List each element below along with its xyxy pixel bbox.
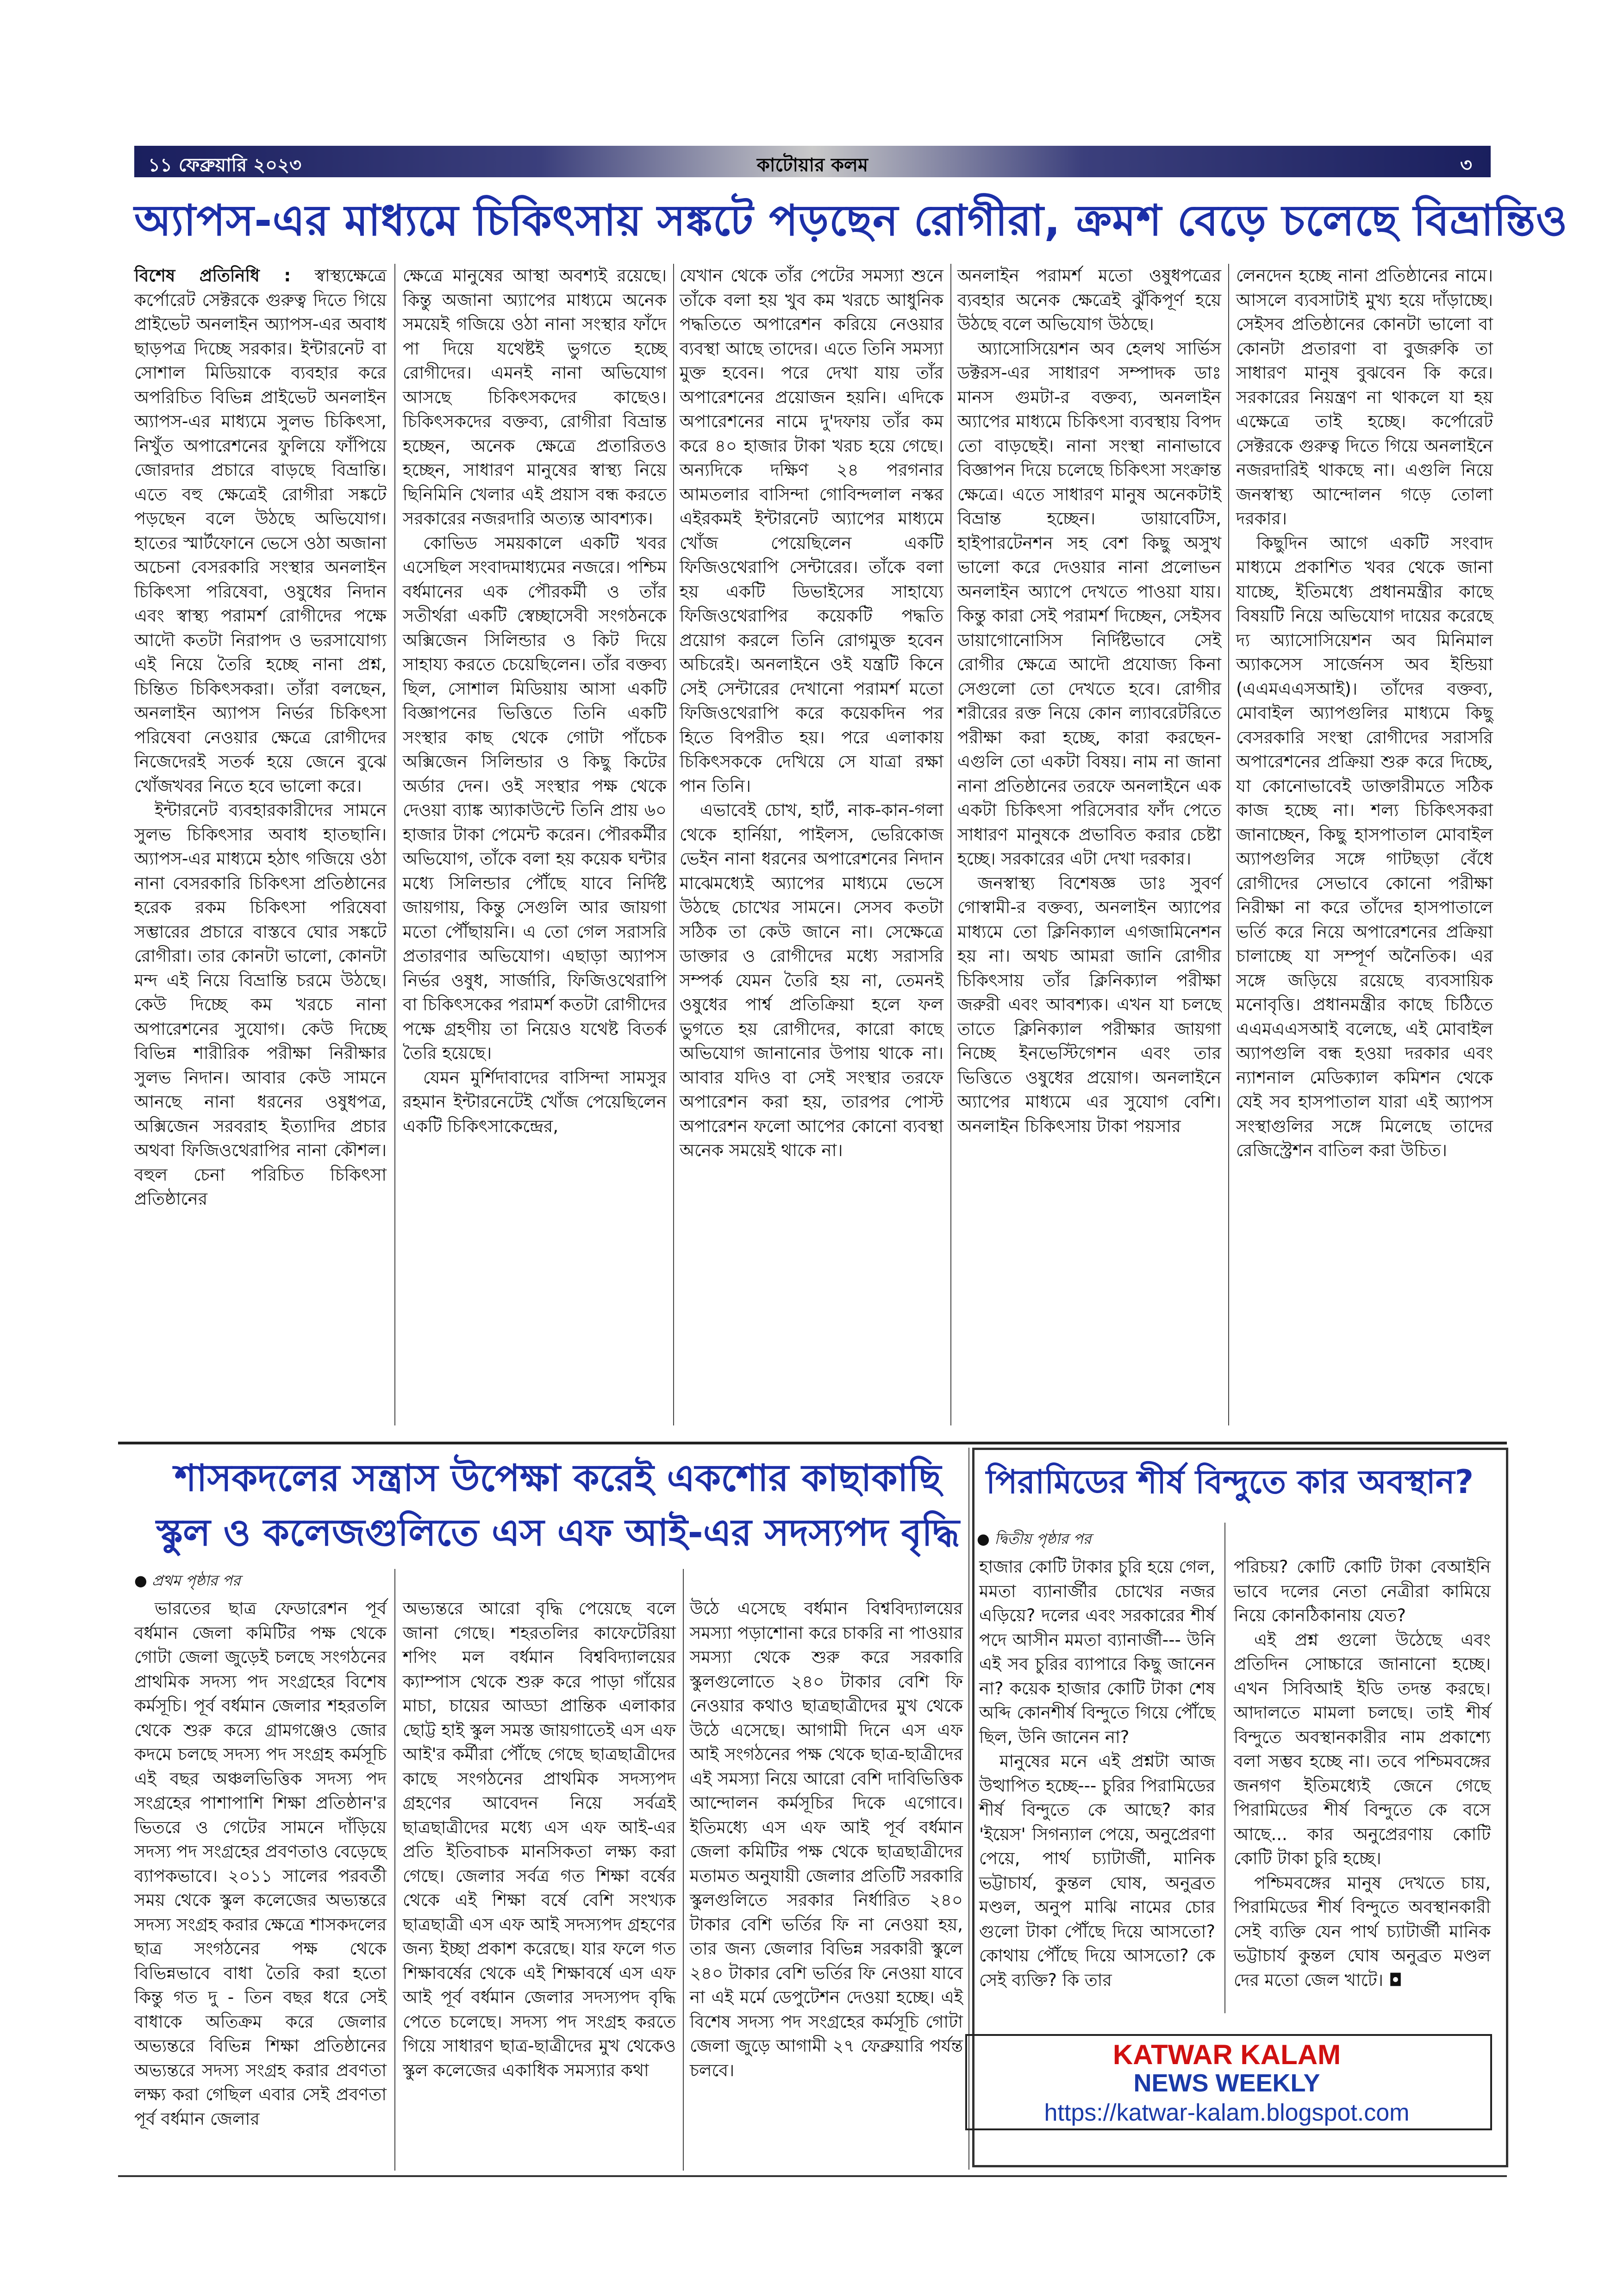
paragraph: উঠে এসেছে বর্ধমান বিশ্ববিদ্যালয়ের সমস্যা পড়াশোনা করে চাকরি না পাওয়ার সমস্যা থেকে শুরু করে সরকারি স্কুলগুলোতে ২৪০ টাকার বেশি ফি নেওয়ার কথাও ছাত্রছাত্রীদের মুখ থেকে উঠে এসেছে। আগামী দিনে এস এফ আই সংগঠনের পক্ষ থেকে ছাত্র-ছাত্রীদের এই সমস্যা নিয়ে আরো বেশি দাবিভিত্তিক আন্দোলন কর্মসূচির দিকে এগোবে। ইতিমধ্যে এস এফ আই পূর্ব বর্ধমান জেলা কমিটির পক্ষ থেকে ছাত্রছাত্রীদের মতামত অনুযায়ী জেলার প্রতিটি সরকারি স্কুলগুলিতে সরকার নির্ধারিত ২৪০ টাকার বেশি ভর্তির ফি না নেওয়া হয়, তার জন্য জেলার বিভিন্ন সরকারী স্কুলে ২৪০ টাকার বেশি ভর্তির ফি নেওয়া যাবে না এই মর্মে ডেপুটেশন দেওয়া হচ্ছে। এই বিশেষ সদস্য পদ সংগ্রহের কর্মসূচি গোটা জেলা জুড়ে আগামী ২৭ ফেব্রুয়ারি পর্যন্ত চলবে।: [690, 1599, 963, 2080]
continued-marker: ● দ্বিতীয় পৃষ্ঠার পর: [977, 1530, 1092, 1548]
article2-column-1: [134, 1597, 387, 2131]
article2-column-2: [403, 1597, 676, 2083]
column-divider: [394, 264, 395, 1425]
paragraph: ভারতের ছাত্র ফেডারেশন পূর্ব বর্ধমান জেলা কমিটির পক্ষ থেকে গোটা জেলা জুড়েই চলছে সংগঠনের প্রাথমিক সদস্য পদ সংগ্রহের বিশেষ কর্মসূচি। পূর্ব বর্ধমান জেলার শহরতলি থেকে শুরু করে গ্রামগঞ্জেও জোর কদমে চলছে সদস্য পদ সংগ্রহ কর্মসূচি এই বছর অঞ্চলভিত্তিক সদস্য পদ সংগ্রহের পাশাপাশি শিক্ষা প্রতিষ্ঠান'র ভিতরে ও গেটের সামনে দাঁড়িয়ে সদস্য পদ সংগ্রহের প্রবণতাও বেড়েছে ব্যাপকভাবে। ২০১১ সালের পরবর্তী সময় থেকে স্কুল কলেজের অভ্যন্তরে সদস্য সংগ্রহ করার ক্ষেত্রে শাসকদলের ছাত্র সংগঠনের পক্ষ থেকে বিভিন্নভাবে বাধা তৈরি করা হতো কিন্তু গত দু - তিন বছর ধরে সেই বাধাকে অতিক্রম করে জেলার অভ্যন্তরে বিভিন্ন শিক্ষা প্রতিষ্ঠানের অভ্যন্তরে সদস্য সংগ্রহ করার প্রবণতা লক্ষ্য করা গেছিল এবার সেই প্রবণতা পূর্ব বর্ধমান জেলার: [134, 1599, 387, 2129]
column-divider: [950, 264, 951, 1425]
paragraph: জনস্বাস্থ্য বিশেষজ্ঞ ডাঃ সুবর্ণ গোস্বামী-র বক্তব্য, অনলাইন অ্যাপের মাধ্যমে তো ক্লিনিক্যাল এগজামিনেশন হয় না। অথচ আমরা জানি রোগীর চিকিৎসায় তাঁর ক্লিনিক্যাল পরীক্ষা জরুরী এবং আবশ্যক। এখন যা চলছে তাতে ক্লিনিক্যাল পরীক্ষার জায়গা নিচ্ছে ইনভেস্টিগেশন এবং তার ভিত্তিতে ওষুধের প্রয়োগ। অনলাইনে অ্যাপের মাধ্যমে এর সুযোগ বেশি। অনলাইন চিকিৎসায় টাকা পয়সার: [957, 873, 1221, 1136]
paragraph: অভ্যন্তরে আরো বৃদ্ধি পেয়েছে বলে জানা গেছে। শহরতলির কাফেটেরিয়া শপিং মল বর্ধমান বিশ্ববিদ্যালয়ের ক্যাম্পাস থেকে শুরু করে পাড়া গাঁয়ের মাচা, চায়ের আড্ডা প্রান্তিক এলাকার ছোট্ট হাই স্কুল সমস্ত জায়গাতেই এস এফ আই'র কর্মীরা পৌঁছে গেছে ছাত্রছাত্রীদের কাছে সংগঠনের প্রাথমিক সদস্যপদ গ্রহণের আবেদন নিয়ে সর্বত্রই ছাত্রছাত্রীদের মধ্যে এস এফ আই-এর প্রতি ইতিবাচক মানসিকতা লক্ষ্য করা গেছে। জেলার সর্বত্র গত শিক্ষা বর্ষের থেকে এই শিক্ষা বর্ষে বেশি সংখ্যক ছাত্রছাত্রী এস এফ আই সদস্যপদ গ্রহণের জন্য ইচ্ছা প্রকাশ করেছে। যার ফলে গত শিক্ষাবর্ষের থেকে এই শিক্ষাবর্ষে এস এফ আই পূর্ব বর্ধমান জেলার সদস্যপদ বৃদ্ধি পেতে চলেছে। সদস্য পদ সংগ্রহ করতে গিয়ে সাধারণ ছাত্র-ছাত্রীদের মুখ থেকেও স্কুল কলেজের একাধিক সমস্যার কথা: [403, 1599, 676, 2080]
website-link[interactable]: https://katwar-kalam.blogspot.com: [1044, 2099, 1410, 2126]
article1-column-2: [403, 264, 667, 1139]
section-divider: [118, 1442, 1507, 1444]
paragraph: লেনদেন হচ্ছে নানা প্রতিষ্ঠানের নামে। আসলে ব্যবসাটাই মুখ্য হয়ে দাঁড়াচ্ছে। সেইসব প্রতিষ্ঠানের কোনটা ভালো বা কোনটা প্রতারণা বা বুজরুকি তা সাধারণ মানুষ বুঝবেন কি করে। সরকারের নিয়ন্ত্রণ না থাকলে যা হয় এক্ষেত্রে তাই হচ্ছে। কর্পোরেট সেক্টরকে গুরুত্ব দিতে গিয়ে অনলাইনে নজরদারিই থাকছে না। এগুলি নিয়ে জনস্বাস্থ্য আন্দোলন গড়ে তোলা দরকার।: [1236, 266, 1493, 529]
paragraph: অনলাইন পরামর্শ মতো ওষুধপত্রের ব্যবহার অনেক ক্ষেত্রেই ঝুঁকিপূর্ণ হয়ে উঠছে বলে অভিযোগ উঠছে।: [957, 266, 1221, 334]
newspaper-name: কাটোয়ার কলম: [756, 155, 868, 176]
column-divider: [673, 264, 674, 1425]
article2-column-3: [690, 1597, 963, 2083]
column-divider: [1224, 1523, 1225, 2013]
article1-column-3: [680, 264, 943, 1163]
paragraph: কিছুদিন আগে একটি সংবাদ মাধ্যমে প্রকাশিত খবর থেকে জানা যাচ্ছে, ইতিমধ্যে প্রধানমন্ত্রীর কাছে বিষয়টি নিয়ে অভিযোগ দায়ের করেছে দ্য অ্যাসোসিয়েশন অব মিনিমাল অ্যাকসেস সার্জেনস অব ইন্ডিয়া (এএমএএসআই)। তাঁদের বক্তব্য, মোবাইল অ্যাপগুলির মাধ্যমে কিছু বেসরকারি সংস্থা রোগীদের সরাসরি অপারেশনের প্রক্রিয়া শুরু করে দিচ্ছে, যা কোনোভাবেই ডাক্তারীমতে সঠিক কাজ হচ্ছে না। শল্য চিকিৎসকরা জানাচ্ছেন, কিছু হাসপাতাল মোবাইল অ্যাপগুলির সঙ্গে গাটছড়া বেঁধে রোগীদের সেভাবে কোনো পরীক্ষা নিরীক্ষা না করে তাঁদের হাসপাতালে ভর্তি করে নিয়ে অপারেশনের প্রক্রিয়া চালাচ্ছে যা সম্পূর্ণ অনৈতিক। এর সঙ্গে জড়িয়ে রয়েছে ব্যবসায়িক মনোবৃত্তি। প্রধানমন্ত্রীর কাছে চিঠিতে এএমএএসআই বলেছে, এই মোবাইল অ্যাপগুলি বন্ধ হওয়া দরকার এবং ন্যাশনাল মেডিক্যাল কমিশন থেকে যেই সব হাসপাতাল যারা এই অ্যাপস সংস্থাগুলির সঙ্গে মিলেছে তাদের রেজিস্ট্রেশন বাতিল করা উচিত।: [1236, 533, 1493, 1160]
column-divider: [1228, 264, 1229, 1425]
article1-column-5: [1236, 264, 1493, 1163]
paragraph: অ্যাসোসিয়েশন অব হেলথ সার্ভিস ডক্টরস-এর সাধারণ সম্পাদক ডাঃ মানস গুমটা-র বক্তব্য, অনলাইন অ্যাপের মাধ্যমে চিকিৎসা ব্যবস্থায় বিপদ তো বাড়ছেই। নানা সংস্থা নানাভাবে বিজ্ঞাপন দিয়ে চলেছে চিকিৎসা সংক্রান্ত ক্ষেত্রে। এতে সাধারণ মানুষ অনেকটাই বিভ্রান্ত হচ্ছেন। ডায়াবেটিস, হাইপারটেনশন সহ বেশ কিছু অসুখ ভালো করে দেওয়ার নানা প্রলোভন অনলাইন অ্যাপে দেখতে পাওয়া যায়। কিন্তু কারা সেই পরামর্শ দিচ্ছেন, সেইসব ডায়াগোনোসিস নির্দিষ্টভাবে সেই রোগীর ক্ষেত্রে আদৌ প্রযোজ্য কিনা সেগুলো তো দেখতে হবে। রোগীর শরীরের রক্ত নিয়ে কোন ল্যাবরেটরিতে পরীক্ষা করা হচ্ছে, কারা করছেন- এগুলি তো একটা বিষয়। নাম না জানা নানা প্রতিষ্ঠানের তরফে অনলাইনে এক একটা চিকিৎসা পরিসেবার ফাঁদ পেতে সাধারণ মানুষকে প্রভাবিত করার চেষ্টা হচ্ছে। সরকারের এটা দেখা দরকার।: [957, 338, 1221, 869]
paragraph: যেখান থেকে তাঁর পেটের সমস্যা শুনে তাঁকে বলা হয় খুব কম খরচে আধুনিক পদ্ধতিতে অপারেশন করিয়ে নেওয়ার ব্যবস্থা আছে তাদের। এতে তিনি সমস্যা মুক্ত হবেন। পরে দেখা যায় তাঁর অপারেশনের প্রয়োজন হয়নি। এদিকে অপারেশনের নামে দু'দফায় তাঁর কম করে ৪০ হাজার টাকা খরচ হয়ে গেছে। অন্যদিকে দক্ষিণ ২৪ পরগনার আমতলার বাসিন্দা গোবিন্দলাল নস্কর এইরকমই ইন্টারনেট অ্যাপের মাধ্যমে খোঁজ পেয়েছিলেন একটি ফিজিওথেরাপি সেন্টারের। তাঁকে বলা হয় একটি ডিভাইসের সাহায্যে ফিজিওথেরাপির কয়েকটি পদ্ধতি প্রয়োগ করলে তিনি রোগমুক্ত হবেন অচিরেই। অনলাইনে ওই যন্ত্রটি কিনে সেই সেন্টারের দেখানো পরামর্শ মতো ফিজিওথেরাপি করে কয়েকদিন পর হিতে বিপরীত হয়। পরে এলাকায় চিকিৎসককে দেখিয়ে সে যাত্রা রক্ষা পান তিনি।: [680, 266, 943, 796]
page-number: ৩: [1460, 155, 1472, 176]
paragraph: এভাবেই চোখ, হার্ট, নাক-কান-গলা থেকে হার্নিয়া, পাইলস, ভেরিকোজ ভেইন নানা ধরনের অপারেশনের নিদান মাঝেমধ্যেই অ্যাপের মাধ্যমে ভেসে উঠছে চোখের সামনে। সেসব কতটা সঠিক তা কেউ জানে না। সেক্ষেত্রে ডাক্তার ও রোগীদের মধ্যে সরাসরি সম্পর্ক যেমন তৈরি হয় না, তেমনই ওষুধের পার্শ্ব প্রতিক্রিয়া হলে ফল ভুগতে হয় রোগীদের, কারো কাছে অভিযোগ জানানোর উপায় থাকে না। আবার যদিও বা সেই সংস্থার তরফে অপারেশন করা হয়, তারপর পোস্ট অপারেশন ফলো আপের কোনো ব্যবস্থা অনেক সময়েই থাকে না।: [680, 800, 943, 1160]
paragraph: পরিচয়? কোটি কোটি টাকা বেআইনি ভাবে দলের নেতা নেত্রীরা কামিয়ে নিয়ে কোনঠিকানায় যেত?: [1234, 1557, 1491, 1625]
article3-column-1: [979, 1555, 1215, 1992]
paragraph: হাজার কোটি টাকার চুরি হয়ে গেল, মমতা ব্যানার্জীর চোখের নজর এড়িয়ে? দলের এবং সরকারের শীর্ষ পদে আসীন মমতা ব্যানার্জী--- উনি এই সব চুরির ব্যাপারে কিছু জানেন না? কয়েক হাজার কোটি টাকা শেষ অব্দি কোনশীর্ষ বিন্দুতে গিয়ে পৌঁছে ছিল, উনি জানেন না?: [979, 1557, 1215, 1747]
paragraph: স্বাস্থ্যক্ষেত্রে কর্পোরেট সেক্টরকে গুরুত্ব দিতে গিয়ে প্রাইভেট অনলাইন অ্যাপস-এর অবাধ ছাড়পত্র দিচ্ছে সরকার। ইন্টারনেট বা সোশাল মিডিয়াকে ব্যবহার করে অপরিচিত বিভিন্ন প্রাইভেট অনলাইন অ্যাপস-এর মাধ্যমে সুলভ চিকিৎসা, নিখুঁত অপারেশনের ফুলিয়ে ফাঁপিয়ে জোরদার প্রচারে বাড়ছে বিভ্রান্তি। এতে বহু ক্ষেত্রেই রোগীরা সঙ্কটে পড়ছেন বলে উঠছে অভিযোগ। হাতের স্মার্টফোনে ভেসে ওঠা অজানা অচেনা বেসরকারি সংস্থার অনলাইন চিকিৎসা পরিষেবা, ওষুধের নিদান এবং স্বাস্থ্য পরামর্শ রোগীদের পক্ষে আদৌ কতটা নিরাপদ ও ভরসাযোগ্য এই নিয়ে তৈরি হচ্ছে নানা প্রশ্ন, চিন্তিত চিকিৎসকরা। তাঁরা বলছেন, অনলাইন অ্যাপস নির্ভর চিকিৎসা পরিষেবা নেওয়ার ক্ষেত্রে রোগীদের নিজেদেরই সতর্ক হয়ে জেনে বুঝে খোঁজখবর নিতে হবে ভালো করে।: [134, 266, 387, 796]
paragraph: ক্ষেত্রে মানুষের আস্থা অবশ্যই রয়েছে। কিন্তু অজানা অ্যাপের মাধ্যমে অনেক সময়েই গজিয়ে ওঠা নানা সংস্থার ফাঁদে পা দিয়ে যথেষ্টই ভুগতে হচ্ছে রোগীদের। এমনই নানা অভিযোগ আসছে চিকিৎসকদের কাছেও। চিকিৎসকদের বক্তব্য, রোগীরা বিভ্রান্ত হচ্ছেন, অনেক ক্ষেত্রে প্রতারিতও হচ্ছেন, সাধারণ মানুষের স্বাস্থ্য নিয়ে ছিনিমিনি খেলার এই প্রয়াস বন্ধ করতে সরকারের নজরদারি অত্যন্ত আবশ্যক।: [403, 266, 667, 529]
paragraph: পশ্চিমবঙ্গের মানুষ দেখতে চায়, পিরামিডের শীর্ষ বিন্দুতে অবস্থানকারী সেই ব্যক্তি যেন পার্থ চ্যাটার্জী মানিক ভট্টাচার্য কুন্তল ঘোষ অনুব্রত মণ্ডল দের মতো জেল খাটে। ◘: [1234, 1873, 1491, 1990]
byline: বিশেষ প্রতিনিধি :: [134, 266, 291, 286]
paragraph: ইন্টারনেট ব্যবহারকারীদের সামনে সুলভ চিকিৎসার অবাধ হাতছানি। অ্যাপস-এর মাধ্যমে হঠাৎ গজিয়ে ওঠা নানা বেসরকারি চিকিৎসা প্রতিষ্ঠানের হরেক রকম চিকিৎসা পরিষেবা সম্ভারের প্রচারে বাস্তবে ঘোর সঙ্কটে রোগীরা। তার কোনটা ভালো, কোনটা মন্দ এই নিয়ে বিভ্রান্তি চরমে উঠছে। কেউ দিচ্ছে কম খরচে নানা অপারেশনের সুযোগ। কেউ দিচ্ছে বিভিন্ন শারীরিক পরীক্ষা নিরীক্ষার সুলভ নিদান। আবার কেউ সামনে আনছে নানা ধরনের ওষুধপত্র, অক্সিজেন সরবরাহ ইত্যাদির প্রচার অথবা ফিজিওথেরাপির নানা কৌশল। বহুল চেনা পরিচিত চিকিৎসা প্রতিষ্ঠানের: [134, 800, 387, 1209]
brand-title: KATWAR KALAM: [1112, 2039, 1341, 2070]
brand-subtitle: NEWS WEEKLY: [1133, 2069, 1320, 2097]
article2-headline-line1: শাসকদলের সন্ত্রাস উপেক্ষা করেই একশোর কাছাকাছি: [174, 1456, 942, 1500]
paragraph: যেমন মুর্শিদাবাদের বাসিন্দা সামসুর রহমান ইন্টারনেটেই খোঁজ পেয়েছিলেন একটি চিকিৎসাকেন্দ্রের,: [403, 1067, 667, 1136]
article3-headline: পিরামিডের শীর্ষ বিন্দুতে কার অবস্থান?: [986, 1463, 1474, 1501]
article1-column-1: [134, 264, 387, 1212]
article1-column-4: [957, 264, 1221, 1139]
article3-column-2: [1234, 1555, 1491, 1992]
page-header-bar: [134, 146, 1491, 177]
main-headline: অ্যাপস-এর মাধ্যমে চিকিৎসায় সঙ্কটে পড়ছেন রোগীরা, ক্রমশ বেড়ে চলেছে বিভ্রান্তিও: [134, 196, 1568, 245]
issue-date: ১১ ফেব্রুয়ারি ২০২৩: [148, 155, 302, 176]
column-divider: [683, 1569, 684, 2171]
bottom-rule: [118, 2175, 1507, 2177]
article2-headline-line2: স্কুল ও কলেজগুলিতে এস এফ আই-এর সদস্যপদ বৃদ্ধি: [156, 1511, 960, 1554]
continued-marker: ● প্রথম পৃষ্ঠার পর: [134, 1572, 241, 1589]
paragraph: এই প্রশ্ন গুলো উঠেছে এবং প্রতিদিন সোচ্চারে জানানো হচ্ছে। এখন সিবিআই ইডি তদন্ত করছে। আদালতে মামলা চলছে। তাই শীর্ষ বিন্দুতে অবস্থানকারীর নাম প্রকাশ্যে বলা সম্ভব হচ্ছে না। তবে পশ্চিমবঙ্গের জনগণ ইতিমধ্যেই জেনে গেছে পিরামিডের শীর্ষ বিন্দুতে কে বসে আছে... কার অনুপ্রেরণায় কোটি কোটি টাকা চুরি হচ্ছে।: [1234, 1630, 1491, 1868]
column-divider: [394, 1569, 395, 2171]
article2-headline: [120, 1451, 995, 1560]
paragraph: মানুষের মনে এই প্রশ্নটা আজ উত্থাপিত হচ্ছে--- চুরির পিরামিডের শীর্ষ বিন্দুতে কে আছে? কার 'ইয়েস' সিগন্যাল পেয়ে, অনুপ্রেরণা পেয়ে, পার্থ চ্যাটার্জী, মানিক ভট্টাচার্য, কুন্তল ঘোষ, অনুব্রত মণ্ডল, অনুপ মাঝি নামের চোর গুলো টাকা পৌঁছে দিয়ে আসতো? কোথায় পৌঁছে দিয়ে আসতো? কে সেই ব্যক্তি? কি তার: [979, 1751, 1215, 1990]
paragraph: কোভিড সময়কালে একটি খবর এসেছিল সংবাদমাধ্যমের নজরে। পশ্চিম বর্ধমানের এক পৌরকর্মী ও তাঁর সতীর্থরা একটি স্বেচ্ছাসেবী সংগঠনকে অক্সিজেন সিলিন্ডার ও কিট দিয়ে সাহায্য করতে চেয়েছিলেন। তাঁর বক্তব্য ছিল, সোশাল মিডিয়ায় আসা একটি বিজ্ঞাপনের ভিত্তিতে তিনি একটি সংস্থার কাছ থেকে গোটা পাঁচেক অক্সিজেন সিলিন্ডার ও কিছু কিটের অর্ডার দেন। ওই সংস্থার পক্ষ থেকে দেওয়া ব্যাঙ্ক অ্যাকাউন্টে তিনি প্রায় ৬০ হাজার টাকা পেমেন্ট করেন। পৌরকর্মীর অভিযোগ, তাঁকে বলা হয় কয়েক ঘন্টার মধ্যে সিলিন্ডার পৌঁছে যাবে নির্দিষ্ট জায়গায়, কিন্তু সেগুলি আর জায়গা মতো পৌঁছায়নি। এ তো গেল সরাসরি প্রতারণার অভিযোগ। এছাড়া অ্যাপস নির্ভর ওষুধ, সার্জারি, ফিজিওথেরাপি বা চিকিৎসকের পরামর্শ কতটা রোগীদের পক্ষে গ্রহণীয় তা নিয়েও যথেষ্ট বিতর্ক তৈরি হয়েছে।: [403, 533, 667, 1063]
